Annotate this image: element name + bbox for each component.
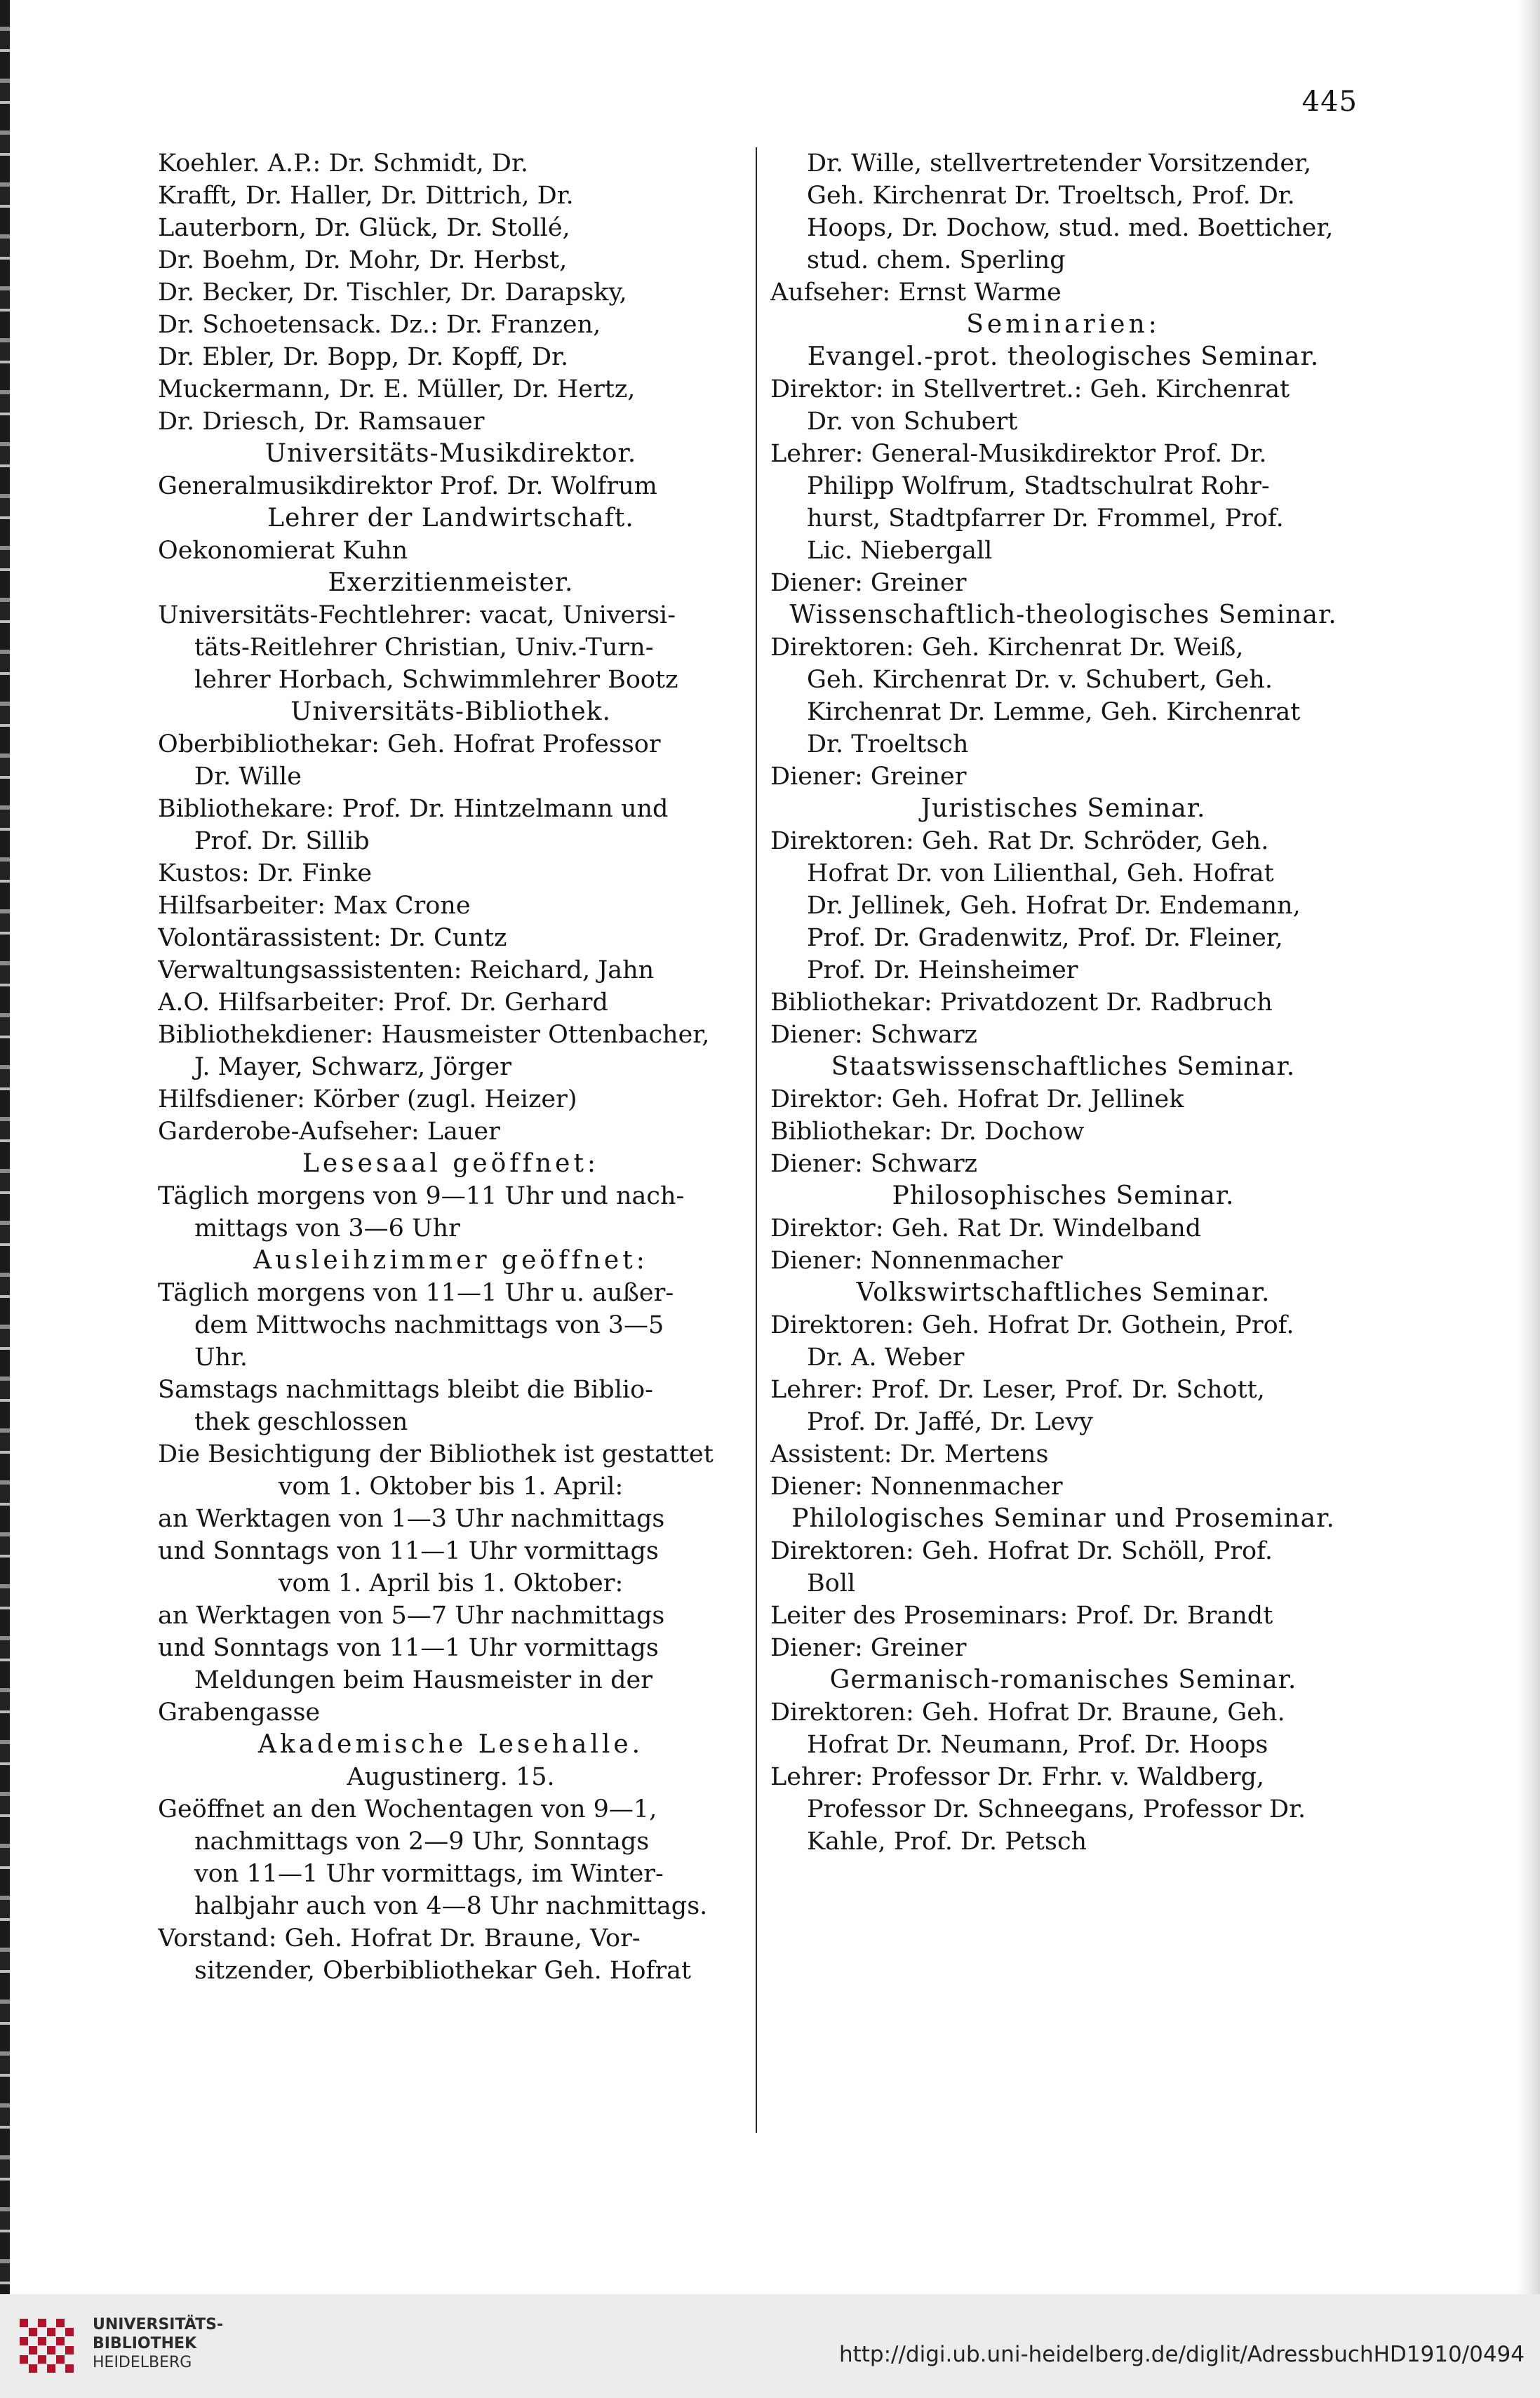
text-line: Lehrer: General-Musikdirektor Prof. Dr. <box>770 440 1267 468</box>
text-line: Dr. Ebler, Dr. Bopp, Dr. Kopff, Dr. <box>158 343 569 371</box>
text-line: Diener: Greiner <box>770 569 967 597</box>
page-number: 445 <box>1301 86 1358 118</box>
text-line: halbjahr auch von 4—8 Uhr nachmittags. <box>194 1892 708 1920</box>
text-line: Hofrat Dr. Neumann, Prof. Dr. Hoops <box>807 1731 1268 1759</box>
text-line: von 11—1 Uhr vormittags, im Winter- <box>194 1860 664 1888</box>
text-line: Dr. Schoetensack. Dz.: Dr. Franzen, <box>158 311 601 339</box>
text-line: Aufseher: Ernst Warme <box>770 279 1062 307</box>
source-url-link[interactable]: http://digi.ub.uni-heidelberg.de/diglit/AdressbuchHD1910/0494 <box>838 2342 1525 2367</box>
text-line: Bibliothekdiener: Hausmeister Ottenbacher, <box>158 1021 710 1049</box>
text-line: Muckermann, Dr. E. Müller, Dr. Hertz, <box>158 375 636 403</box>
text-line: Diener: Nonnenmacher <box>770 1473 1063 1501</box>
section-heading: Universitäts-Musikdirektor. <box>265 439 637 468</box>
text-line: Verwaltungsassistenten: Reichard, Jahn <box>158 956 655 984</box>
text-line: Diener: Schwarz <box>770 1021 977 1049</box>
text-line: Direktor: in Stellvertret.: Geh. Kirchenrat <box>770 375 1290 403</box>
text-line: Direktor: Geh. Hofrat Dr. Jellinek <box>770 1085 1184 1113</box>
text-line: Dr. Wille <box>194 763 302 791</box>
text-line: Dr. A. Weber <box>807 1344 965 1372</box>
text-line: Uhr. <box>194 1344 248 1372</box>
text-line: Geöffnet an den Wochentagen von 9—1, <box>158 1795 657 1823</box>
text-line: Direktoren: Geh. Rat Dr. Schröder, Geh. <box>770 827 1269 855</box>
text-line: Täglich morgens von 9—11 Uhr und nach- <box>158 1182 685 1210</box>
text-line: Direktoren: Geh. Hofrat Dr. Schöll, Prof. <box>770 1537 1273 1565</box>
text-line: Professor Dr. Schneegans, Professor Dr. <box>807 1795 1306 1823</box>
text-line: Kirchenrat Dr. Lemme, Geh. Kirchenrat <box>807 698 1301 726</box>
text-line: Diener: Greiner <box>770 763 967 791</box>
text-line: Täglich morgens von 11—1 Uhr u. außer- <box>158 1279 674 1307</box>
text-line: Diener: Nonnenmacher <box>770 1247 1063 1275</box>
section-heading: Volkswirtschaftliches Seminar. <box>856 1278 1271 1307</box>
text-line: Dr. Jellinek, Geh. Hofrat Dr. Endemann, <box>807 892 1301 920</box>
text-line: täts-Reitlehrer Christian, Univ.-Turn- <box>194 634 654 662</box>
section-heading: Philosophisches Seminar. <box>892 1181 1235 1210</box>
text-line: Direktoren: Geh. Kirchenrat Dr. Weiß, <box>770 634 1244 662</box>
text-line: Dr. Boehm, Dr. Mohr, Dr. Herbst, <box>158 246 568 274</box>
section-heading: Ausleihzimmer geöffnet: <box>253 1246 648 1275</box>
text-line: an Werktagen von 5—7 Uhr nachmittags <box>158 1602 665 1630</box>
text-line: und Sonntags von 11—1 Uhr vormittags <box>158 1537 659 1565</box>
text-line: Prof. Dr. Heinsheimer <box>807 956 1078 984</box>
text-line: Lehrer: Professor Dr. Frhr. v. Waldberg, <box>770 1763 1264 1791</box>
text-line: Geh. Kirchenrat Dr. Troeltsch, Prof. Dr. <box>807 182 1295 210</box>
section-heading: Universitäts-Bibliothek. <box>290 697 611 726</box>
text-line: Krafft, Dr. Haller, Dr. Dittrich, Dr. <box>158 182 574 210</box>
text-line: dem Mittwochs nachmittags von 3—5 <box>194 1311 664 1339</box>
text-line: Koehler. A.P.: Dr. Schmidt, Dr. <box>158 149 528 177</box>
library-name-line-1: UNIVERSITÄTS- <box>93 2316 224 2333</box>
text-line: Dr. Driesch, Dr. Ramsauer <box>158 408 485 436</box>
text-line: Lic. Niebergall <box>807 537 993 565</box>
text-line: Lehrer: Prof. Dr. Leser, Prof. Dr. Schott, <box>770 1376 1265 1404</box>
text-line: Kahle, Prof. Dr. Petsch <box>807 1828 1087 1856</box>
section-heading: Seminarien: <box>966 310 1160 339</box>
text-line: Assistent: Dr. Mertens <box>770 1440 1049 1468</box>
text-line: Hoops, Dr. Dochow, stud. med. Boetticher, <box>807 214 1334 242</box>
text-line: Boll <box>807 1569 856 1597</box>
section-heading: Evangel.-prot. theologisches Seminar. <box>807 342 1320 371</box>
text-line: thek geschlossen <box>194 1408 408 1436</box>
section-heading: Akademische Lesehalle. <box>257 1730 644 1759</box>
text-line: Lauterborn, Dr. Glück, Dr. Stollé, <box>158 214 570 242</box>
text-line: hurst, Stadtpfarrer Dr. Frommel, Prof. <box>807 504 1284 532</box>
library-name-line-2: BIBLIOTHEK <box>93 2335 197 2352</box>
text-line: vom 1. Oktober bis 1. April: <box>278 1473 624 1501</box>
text-line: Prof. Dr. Gradenwitz, Prof. Dr. Fleiner, <box>807 924 1283 952</box>
library-name-line-3: HEIDELBERG <box>93 2354 192 2371</box>
university-library-logo-icon <box>20 2319 83 2382</box>
text-line: Bibliothekar: Dr. Dochow <box>770 1118 1085 1146</box>
text-line: Samstags nachmittags bleibt die Biblio- <box>158 1376 653 1404</box>
text-line: Geh. Kirchenrat Dr. v. Schubert, Geh. <box>807 666 1273 694</box>
left-column <box>158 147 744 1987</box>
right-column <box>770 147 1356 1858</box>
text-line: Die Besichtigung der Bibliothek ist gestattet <box>158 1440 714 1468</box>
text-line: Direktoren: Geh. Hofrat Dr. Braune, Geh. <box>770 1699 1285 1727</box>
text-line: an Werktagen von 1—3 Uhr nachmittags <box>158 1505 665 1533</box>
text-line: Prof. Dr. Sillib <box>194 827 370 855</box>
text-line: Augustinerg. 15. <box>347 1763 555 1791</box>
text-line: Vorstand: Geh. Hofrat Dr. Braune, Vor- <box>158 1924 641 1952</box>
text-line: J. Mayer, Schwarz, Jörger <box>194 1053 511 1081</box>
text-line: Dr. von Schubert <box>807 408 1018 436</box>
text-line: Bibliothekar: Privatdozent Dr. Radbruch <box>770 989 1273 1017</box>
text-line: Diener: Greiner <box>770 1634 967 1662</box>
column-divider <box>756 147 757 2133</box>
text-line: Dr. Troeltsch <box>807 730 969 758</box>
text-line: Hofrat Dr. von Lilienthal, Geh. Hofrat <box>807 859 1274 887</box>
text-line: Universitäts-Fechtlehrer: vacat, Universi- <box>158 601 676 629</box>
text-line: Diener: Schwarz <box>770 1150 977 1178</box>
text-line: Garderobe-Aufseher: Lauer <box>158 1118 500 1146</box>
text-line: nachmittags von 2—9 Uhr, Sonntags <box>194 1828 650 1856</box>
text-line: Direktor: Geh. Rat Dr. Windelband <box>770 1214 1202 1242</box>
text-line: A.O. Hilfsarbeiter: Prof. Dr. Gerhard <box>158 989 608 1017</box>
text-line: Meldungen beim Hausmeister in der <box>194 1666 652 1694</box>
text-line: Volontärassistent: Dr. Cuntz <box>158 924 507 952</box>
text-line: Grabengasse <box>158 1699 321 1727</box>
text-line: lehrer Horbach, Schwimmlehrer Bootz <box>194 666 678 694</box>
text-line: Hilfsdiener: Körber (zugl. Heizer) <box>158 1085 577 1113</box>
text-line: Direktoren: Geh. Hofrat Dr. Gothein, Prof. <box>770 1311 1294 1339</box>
text-line: mittags von 3—6 Uhr <box>194 1214 460 1242</box>
text-line: Oberbibliothekar: Geh. Hofrat Professor <box>158 730 661 758</box>
section-heading: Exerzitienmeister. <box>328 568 574 597</box>
text-line: Prof. Dr. Jaffé, Dr. Levy <box>807 1408 1093 1436</box>
text-line: sitzender, Oberbibliothekar Geh. Hofrat <box>194 1957 692 1985</box>
text-line: Leiter des Proseminars: Prof. Dr. Brandt <box>770 1602 1273 1630</box>
text-line: stud. chem. Sperling <box>807 246 1066 274</box>
text-line: Hilfsarbeiter: Max Crone <box>158 892 471 920</box>
scan-edge-shadow <box>1516 0 1540 2294</box>
section-heading: Juristisches Seminar. <box>920 794 1206 823</box>
section-heading: Wissenschaftlich-theologisches Seminar. <box>789 601 1337 629</box>
section-heading: Lesesaal geöffnet: <box>302 1149 600 1178</box>
section-heading: Lehrer der Landwirtschaft. <box>267 504 634 532</box>
section-heading: Staatswissenschaftliches Seminar. <box>831 1052 1296 1081</box>
text-line: Kustos: Dr. Finke <box>158 859 373 887</box>
text-line: Oekonomierat Kuhn <box>158 537 408 565</box>
text-line: vom 1. April bis 1. Oktober: <box>278 1569 624 1597</box>
section-heading: Philologisches Seminar und Proseminar. <box>791 1504 1335 1533</box>
library-name <box>93 2315 223 2372</box>
text-line: Dr. Wille, stellvertretender Vorsitzender, <box>807 149 1312 177</box>
scan-edge-strip <box>0 0 10 2294</box>
text-line: Dr. Becker, Dr. Tischler, Dr. Darapsky, <box>158 279 627 307</box>
text-line: und Sonntags von 11—1 Uhr vormittags <box>158 1634 659 1662</box>
section-heading: Germanisch-romanisches Seminar. <box>829 1666 1297 1694</box>
text-line: Generalmusikdirektor Prof. Dr. Wolfrum <box>158 472 657 500</box>
text-line: Bibliothekare: Prof. Dr. Hintzelmann und <box>158 795 669 823</box>
text-line: Philipp Wolfrum, Stadtschulrat Rohr- <box>807 472 1270 500</box>
